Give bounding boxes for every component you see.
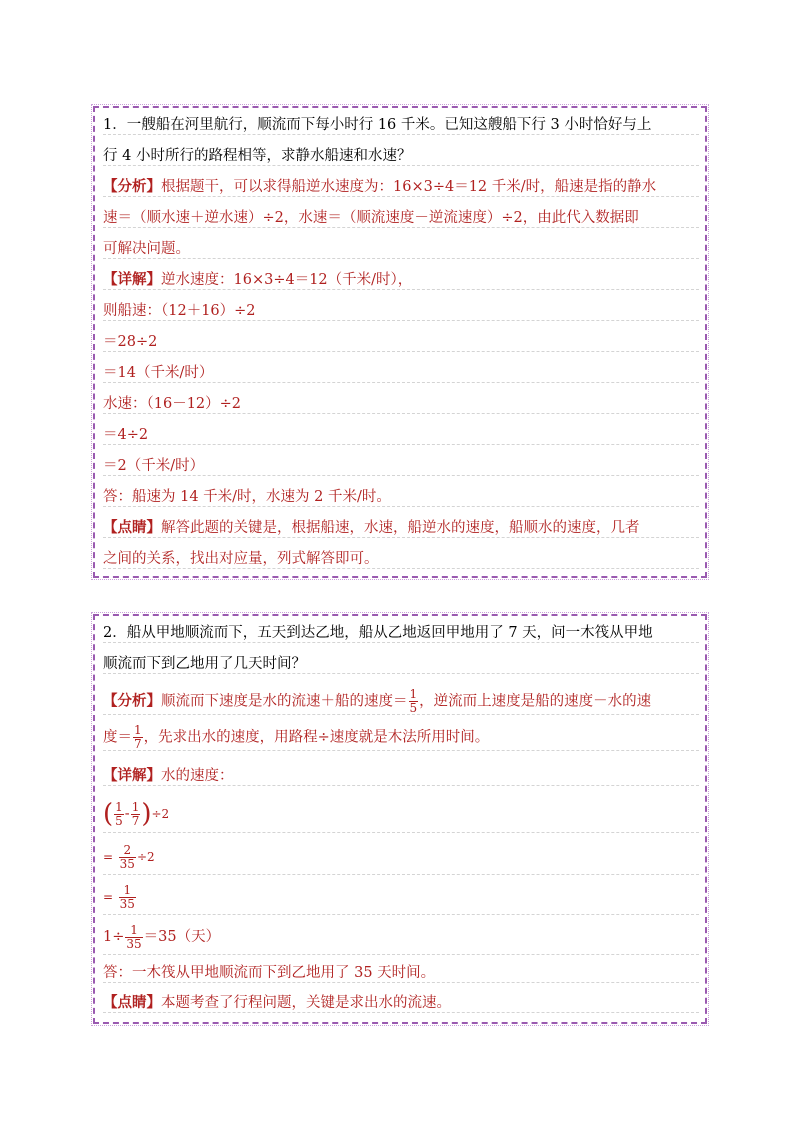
- analysis-label: 【分析】: [103, 692, 161, 710]
- denominator: 5: [115, 813, 123, 828]
- analysis-text-a: 顺流而下速度是水的流速＋船的速度＝: [161, 693, 408, 710]
- q1-detail-line-1: [103, 271, 699, 290]
- question-1-box: [93, 106, 707, 578]
- q1-detail-line-6: ＝4÷2: [103, 426, 699, 445]
- comment-label: 【点睛】: [103, 994, 161, 1011]
- q2-analysis-line-1: [103, 688, 699, 715]
- divide-two: ÷2: [136, 850, 155, 864]
- analysis-text-d: ，先求出水的速度，用路程÷速度就是木法所用时间。: [143, 729, 490, 746]
- q1-text-line-2: 行 4 小时所行的路程相等，求静水船速和水速？: [103, 147, 699, 166]
- numerator: 1: [115, 799, 123, 814]
- analysis-text-b: ，逆流而上速度是船的速度－水的速: [419, 693, 652, 710]
- result-text: ＝35（天）: [143, 929, 221, 945]
- q1-comment-line-2: 之间的关系，找出对应量，列式解答即可。: [103, 550, 699, 569]
- equals-sign: =: [103, 890, 114, 904]
- numerator: 1: [134, 723, 142, 737]
- numerator: 1: [125, 924, 142, 938]
- denominator: 35: [119, 896, 135, 911]
- denominator: 35: [119, 856, 135, 871]
- comment-text: 解答此题的关键是，根据船速，水速，船逆水的速度，船顺水的速度，几者: [161, 520, 640, 536]
- one-divide: 1÷: [103, 929, 125, 945]
- fraction-1-5: [409, 688, 419, 715]
- analysis-label: 【分析】: [103, 178, 161, 195]
- q1-detail-line-7: ＝2（千米/时）: [103, 457, 699, 476]
- q1-answer: 答：船速为 14 千米/时，水速为 2 千米/时。: [103, 488, 699, 507]
- fraction-1-35: [125, 924, 142, 951]
- q1-analysis-line-2: 速＝（顺水速＋逆水速）÷2，水速＝（顺流速度－逆流速度）÷2，由此代入数据即: [103, 209, 699, 228]
- detail-label: 【详解】: [103, 767, 161, 784]
- denominator: 7: [134, 737, 142, 751]
- paren-close: ): [141, 799, 152, 829]
- q2-text-line-2: 顺流而下到乙地用了几天时间？: [103, 655, 699, 674]
- paren-open: (: [103, 799, 114, 829]
- q2-formula-line-1: [103, 796, 699, 833]
- q2-formula-line-4: [103, 920, 699, 955]
- fraction-1-7: [131, 801, 141, 828]
- q2-analysis-line-2: [103, 724, 699, 751]
- fraction-1-5: [114, 801, 124, 828]
- q1-analysis-line-3: 可解决问题。: [103, 240, 699, 259]
- q1-analysis-line-1: [103, 178, 699, 197]
- numerator: 1: [131, 799, 140, 814]
- q2-text-line-1: 2．船从甲地顺流而下，五天到达乙地，船从乙地返回甲地用了 7 天，问一木筏从甲地: [103, 624, 699, 643]
- q2-formula-line-3: [103, 880, 699, 915]
- denominator: 35: [126, 936, 142, 951]
- q1-detail-line-3: ＝28÷2: [103, 333, 699, 352]
- q1-detail-line-5: 水速：（16－12）÷2: [103, 395, 699, 414]
- comment-text: 本题考查了行程问题，关键是求出水的流速。: [161, 995, 451, 1011]
- minus-sign: -: [124, 806, 130, 822]
- q1-comment-line-1: [103, 519, 699, 538]
- detail-text: 逆水速度：16×3÷4＝12（千米/时），: [161, 272, 413, 288]
- question-2-box: [93, 614, 707, 1024]
- divide-two: ÷2: [151, 807, 170, 821]
- fraction-2-35: [119, 844, 136, 871]
- numerator: 2: [119, 844, 136, 858]
- analysis-text-c: 度＝: [103, 729, 132, 746]
- detail-text: 水的速度：: [161, 768, 234, 784]
- fraction-1-35: [119, 884, 136, 911]
- q2-answer: 答：一木筏从甲地顺流而下到乙地用了 35 天时间。: [103, 964, 699, 983]
- q2-detail-line-1: [103, 767, 699, 786]
- equals-sign: =: [103, 850, 114, 864]
- denominator: 5: [409, 701, 418, 715]
- denominator: 7: [131, 813, 140, 828]
- q1-detail-line-4: ＝14（千米/时）: [103, 364, 699, 383]
- q2-formula-line-2: [103, 840, 699, 875]
- numerator: 1: [119, 884, 136, 898]
- numerator: 1: [409, 687, 418, 701]
- fraction-1-7: [133, 724, 143, 751]
- q1-detail-line-2: 则船速：（12＋16）÷2: [103, 302, 699, 321]
- q2-comment-line-1: [103, 994, 699, 1013]
- detail-label: 【详解】: [103, 271, 161, 288]
- comment-label: 【点睛】: [103, 519, 161, 536]
- analysis-text: 根据题干，可以求得船逆水速度为：16×3÷4＝12 千米/时，船速是指的静水: [161, 179, 657, 195]
- q1-text-line-1: 1．一艘船在河里航行，顺流而下每小时行 16 千米。已知这艘船下行 3 小时恰好与上: [103, 116, 699, 135]
